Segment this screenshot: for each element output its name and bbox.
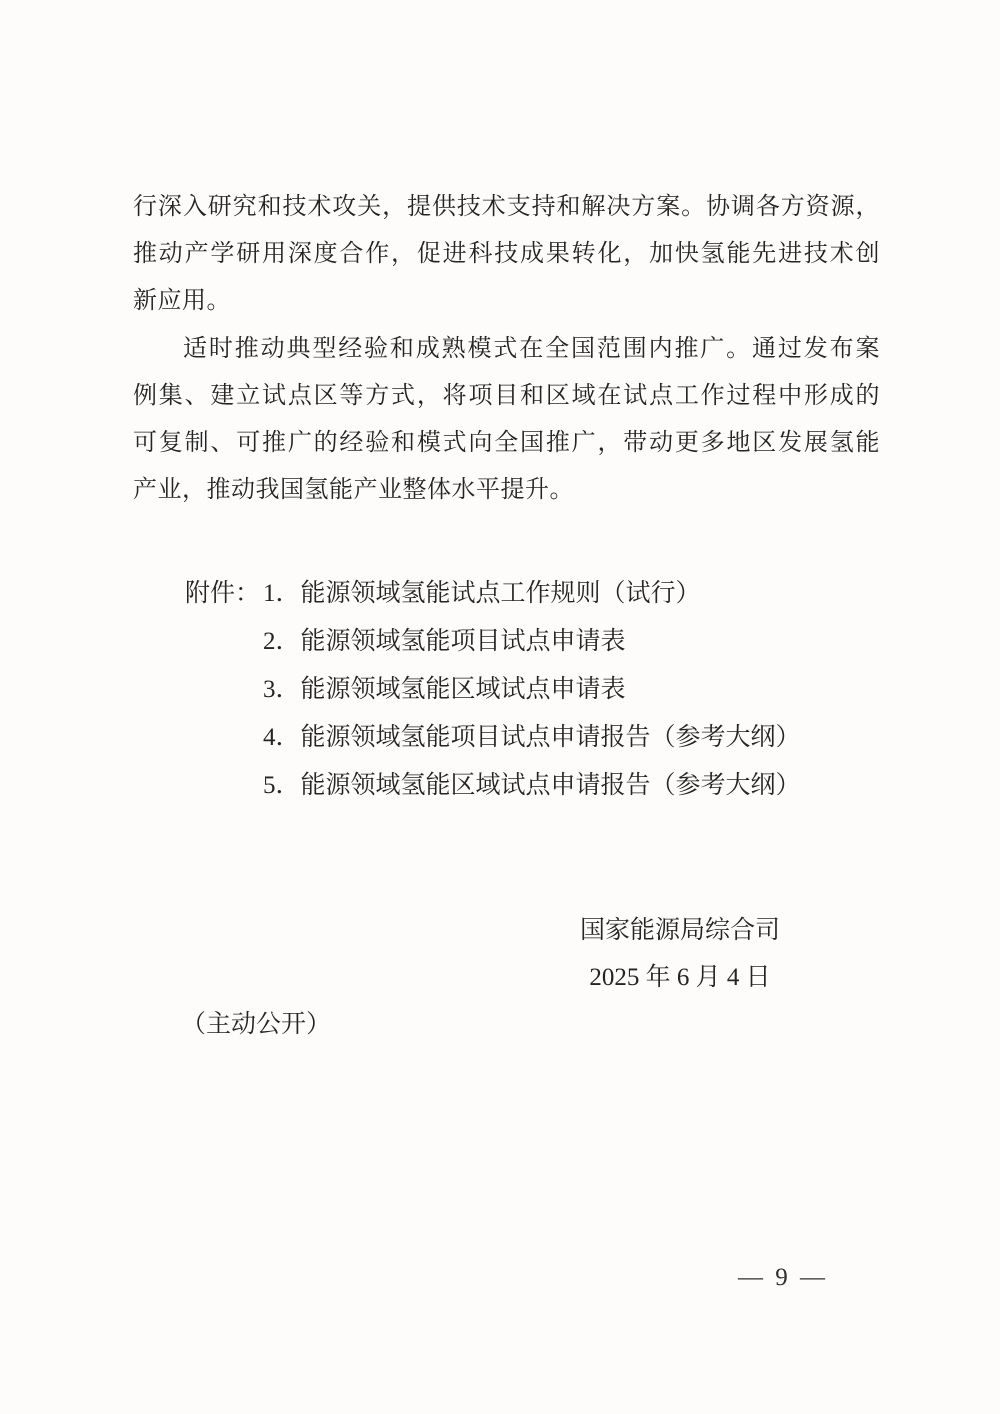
paragraph-1-line-1: 行深入研究和技术攻关，提供技术支持和解决方案。协调各方资源， [133, 194, 880, 220]
attachment-item-1: 1．能源领域氢能试点工作规则（试行） [263, 580, 701, 607]
attachment-item-5: 5．能源领域氢能区域试点申请报告（参考大纲） [263, 772, 801, 799]
paragraph-2-line-2: 例集、建立试点区等方式，将项目和区域在试点工作过程中形成的 [133, 383, 880, 409]
attachment-item-3: 3．能源领域氢能区域试点申请表 [263, 676, 626, 703]
attachment-item-2: 2．能源领域氢能项目试点申请表 [263, 628, 626, 655]
signature-date: 2025 年 6 月 4 日 [589, 964, 771, 991]
disclosure-note: （主动公开） [181, 1011, 332, 1038]
attachment-items [263, 570, 801, 810]
attachment-list [185, 570, 801, 810]
paragraph-1 [133, 184, 880, 325]
paragraph-2 [133, 326, 880, 514]
paragraph-2-line-3: 可复制、可推广的经验和模式向全国推广，带动更多地区发展氢能 [133, 430, 880, 456]
signature-issuer: 国家能源局综合司 [579, 917, 780, 944]
paragraph-2-line-1: 适时推动典型经验和成熟模式在全国范围内推广。通过发布案 [183, 336, 880, 362]
paragraph-2-line-4: 产业，推动我国氢能产业整体水平提升。 [133, 477, 574, 503]
attachment-item-4: 4．能源领域氢能项目试点申请报告（参考大纲） [263, 724, 801, 751]
paragraph-1-line-3: 新应用。 [133, 288, 231, 314]
paragraph-1-line-2: 推动产学研用深度合作，促进科技成果转化，加快氢能先进技术创 [133, 241, 880, 267]
attachment-label: 附件： [185, 580, 261, 607]
signature-block [500, 907, 860, 1001]
page-number: — 9 — [738, 1264, 828, 1291]
